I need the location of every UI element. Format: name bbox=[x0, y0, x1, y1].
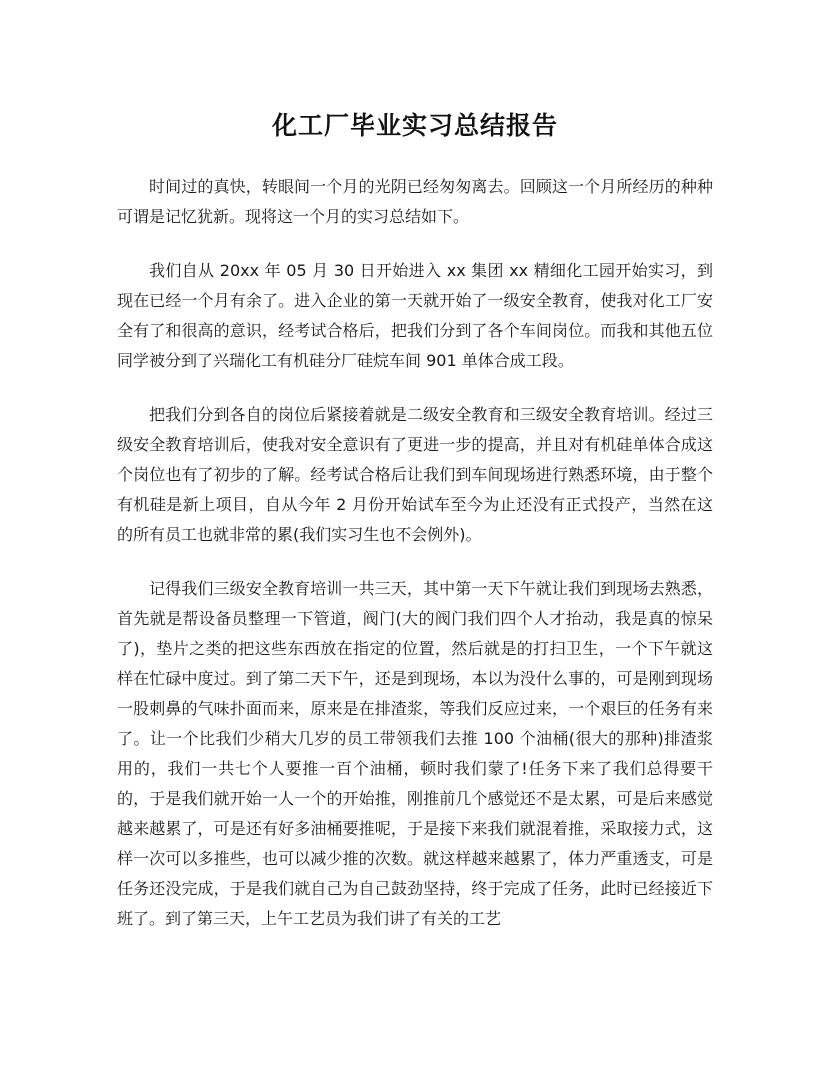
document-body bbox=[117, 172, 713, 958]
page-title: 化工厂毕业实习总结报告 bbox=[271, 111, 558, 140]
paragraph-safety-training: 把我们分到各自的岗位后紧接着就是二级安全教育和三级安全教育培训。经过三级安全教育培训后，使我对安全意识有了更进一步的提高，并且对有机硅单体合成这个岗位也有了初步的了解。经考试合格后让我们到车间现场进行熟悉环境，由于整个有机硅是新上项目，自从今年 2 月份开始试车至今为止还没有正式投产，当然在这的所有员工也就非常的累(我们实习生也不会例外)。 bbox=[117, 405, 713, 544]
paragraph-intro: 时间过的真快，转眼间一个月的光阴已经匆匆离去。回顾这一个月所经历的种种可谓是记忆犹新。现将这一个月的实习总结如下。 bbox=[117, 177, 713, 226]
paragraph-arrival: 我们自从 20xx 年 05 月 30 日开始进入 xx 集团 xx 精细化工园开始实习，到现在已经一个月有余了。进入企业的第一天就开始了一级安全教育，使我对化工厂安全有了和很高的意识，经考试合格后，把我们分到了各个车间岗位。而我和其他五位同学被分到了兴瑞化工有机硅分厂硅烷车间 901 单体合成工段。 bbox=[117, 261, 713, 370]
paragraph-first-days: 记得我们三级安全教育培训一共三天，其中第一天下午就让我们到现场去熟悉，首先就是帮设备员整理一下管道，阀门(大的阀门我们四个人才抬动，我是真的惊呆了)，垫片之类的把这些东西放在指定的位置，然后就是的打扫卫生，一个下午就这样在忙碌中度过。到了第二天下午，还是到现场，本以为没什么事的，可是刚到现场一股刺鼻的气味扑面而来，原来是在排渣浆，等我们反应过来，一个艰巨的任务有来了。让一个比我们少稍大几岁的员工带领我们去推 100 个油桶(很大的那种)排渣浆用的，我们一共七个人要推一百个油桶，顿时我们蒙了!任务下来了我们总得要干的，于是我们就开始一人一个的开始推，刚推前几个感觉还不是太累，可是后来感觉越来越累了，可是还有好多油桶要推呢，于是接下来我们就混着推，采取接力式，这样一次可以多推些，也可以减少推的次数。就这样越来越累了，体力严重透支，可是任务还没完成，于是我们就自己为自己鼓劲坚持，终于完成了任务，此时已经接近下班了。到了第三天，上午工艺员为我们讲了有关的工艺 bbox=[117, 579, 713, 928]
